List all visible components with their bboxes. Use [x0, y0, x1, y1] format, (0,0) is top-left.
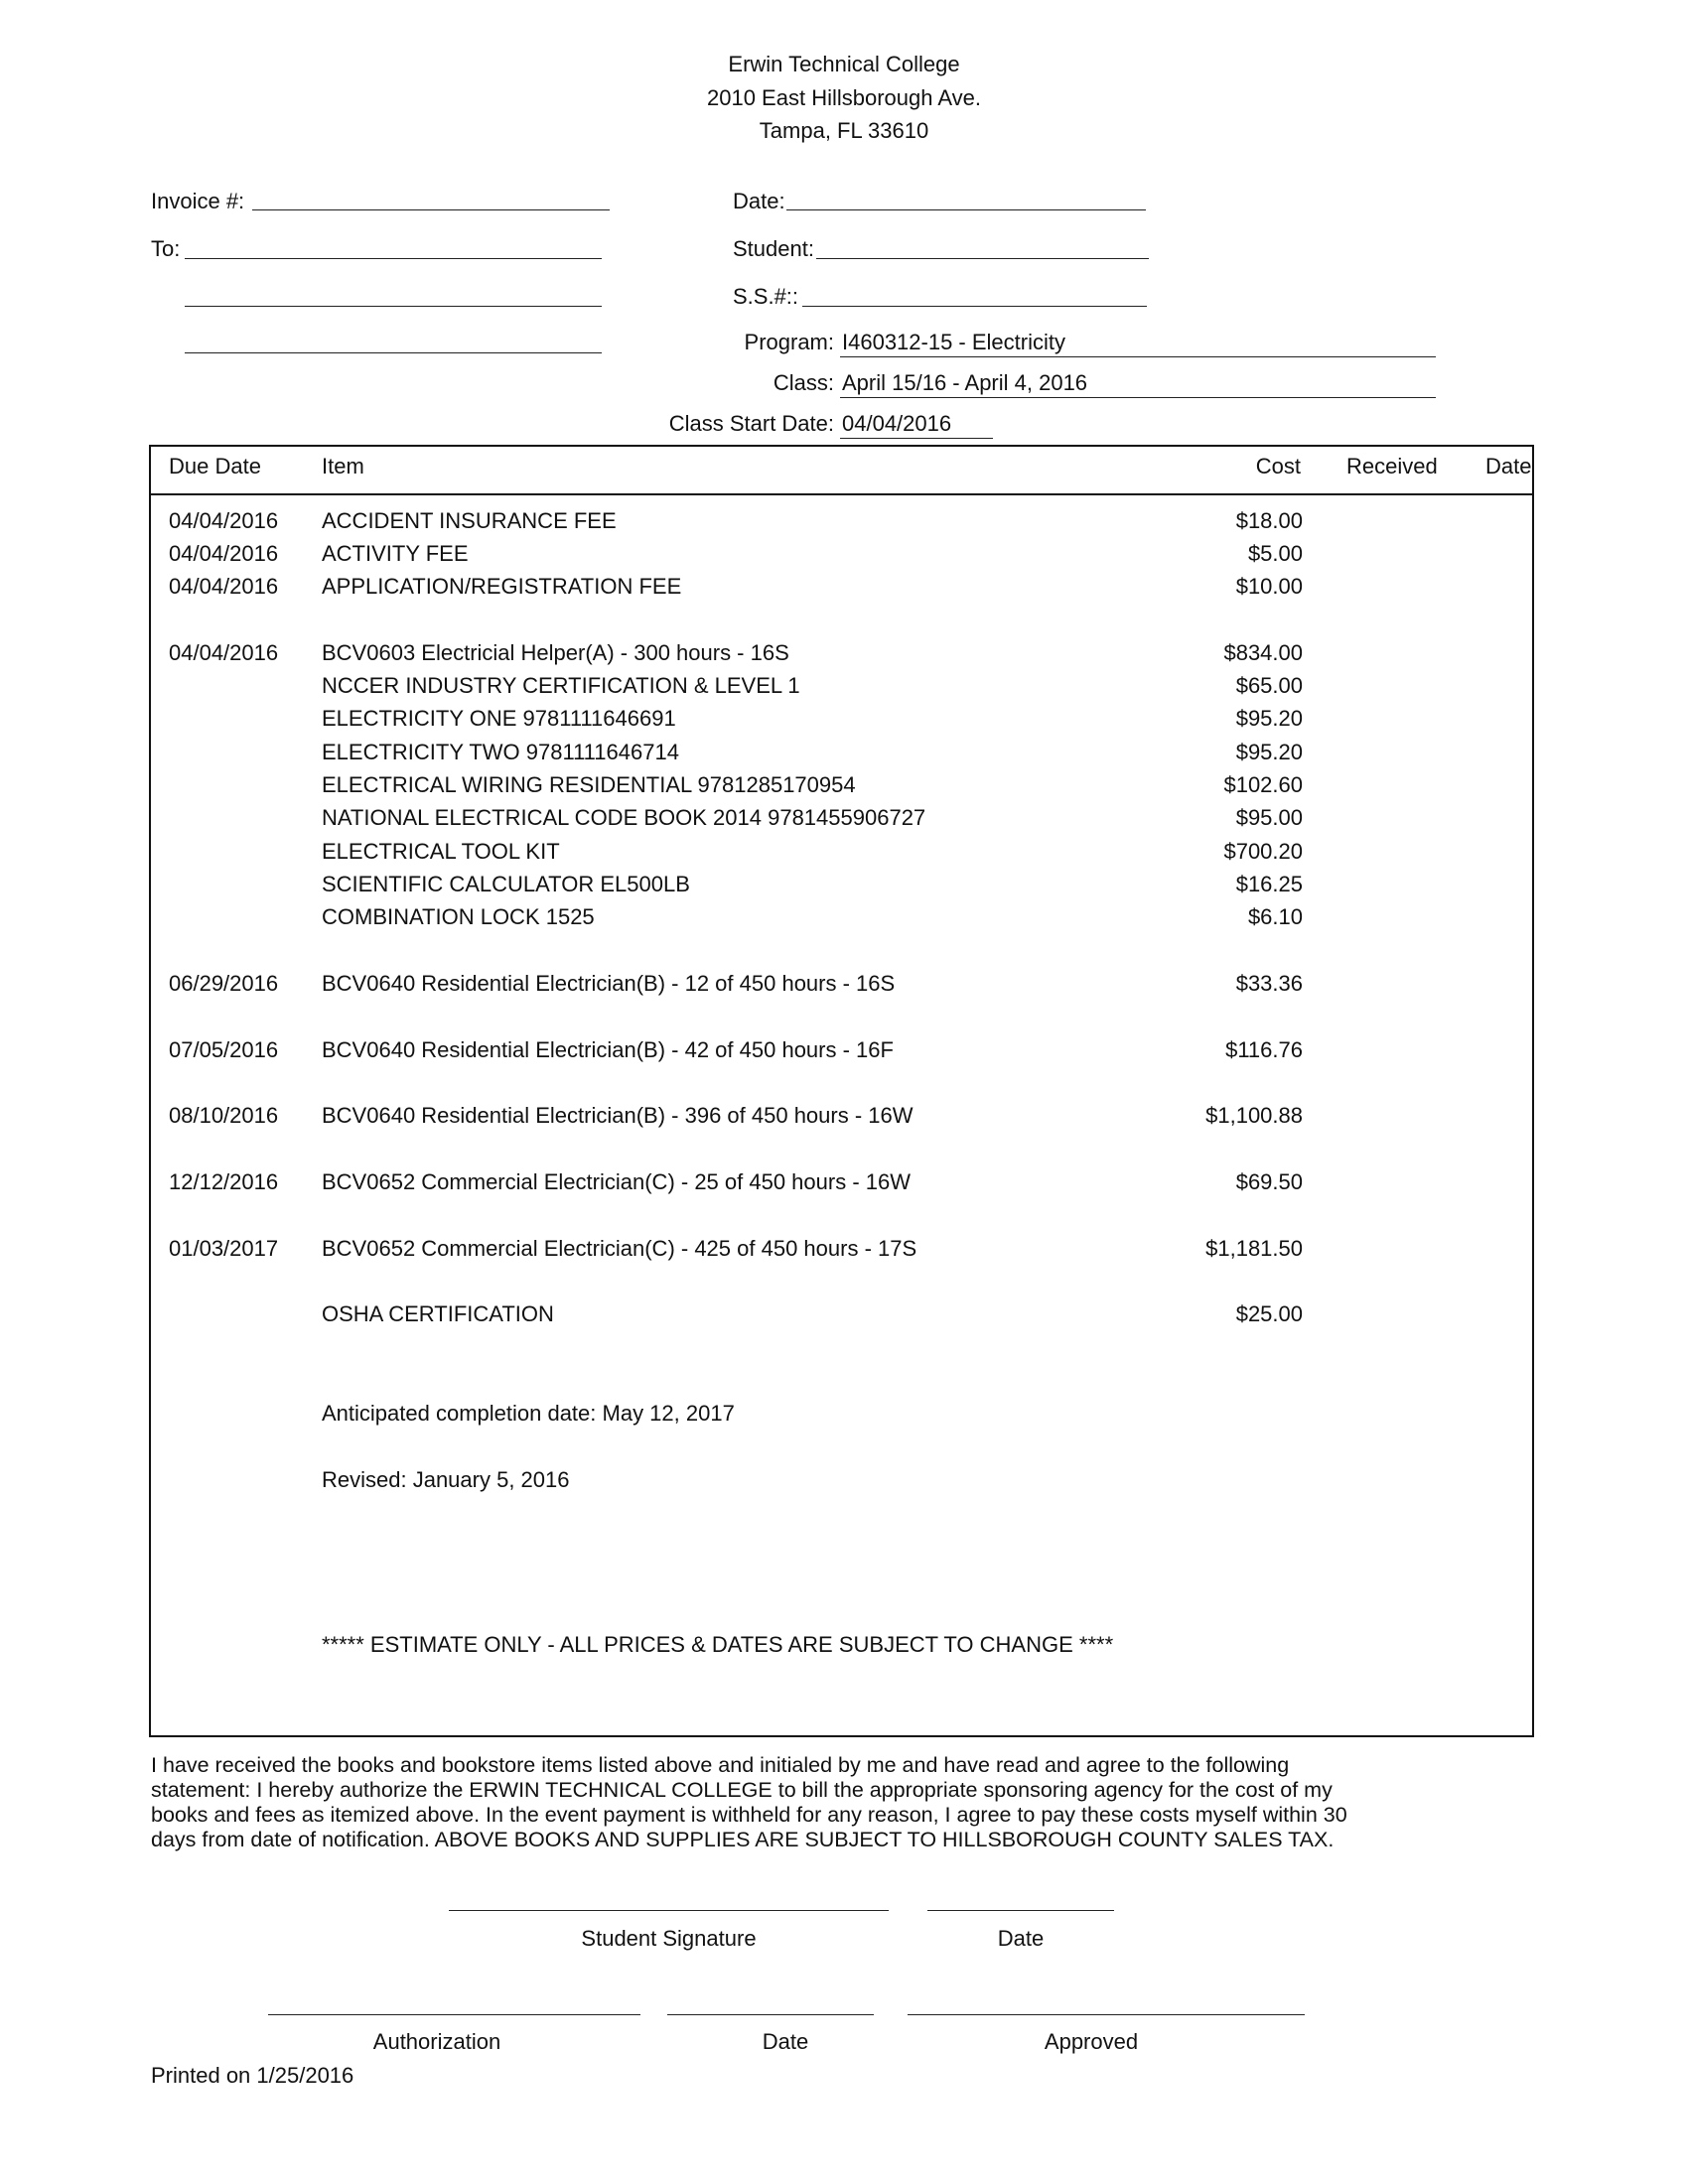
to-field-line3[interactable]	[185, 352, 602, 353]
table-row	[0, 508, 1688, 538]
row-due-date: 06/29/2016	[169, 971, 279, 996]
table-row	[0, 1103, 1688, 1133]
row-item: NATIONAL ELECTRICAL CODE BOOK 2014 9781455906727	[322, 805, 926, 830]
row-item: ELECTRICAL TOOL KIT	[322, 839, 560, 864]
table-row	[0, 839, 1688, 869]
row-due-date: 04/04/2016	[169, 508, 279, 533]
revised-date-note: Revised: January 5, 2016	[322, 1467, 570, 1492]
table-row	[0, 706, 1688, 736]
date-label: Date:	[733, 189, 785, 213]
authorization-date-line[interactable]	[667, 2014, 874, 2015]
table-row	[0, 772, 1688, 802]
row-cost: $102.60	[1223, 772, 1303, 797]
student-date-line[interactable]	[927, 1910, 1114, 1911]
row-cost: $33.36	[1235, 971, 1303, 996]
invoice-field[interactable]	[252, 209, 610, 210]
authorization-label: Authorization	[372, 2029, 501, 2054]
student-signature-line[interactable]	[449, 1910, 889, 1911]
completion-date-note: Anticipated completion date: May 12, 2017	[322, 1401, 735, 1426]
row-cost: $69.50	[1235, 1169, 1303, 1194]
row-cost: $6.10	[1247, 904, 1303, 929]
invoice-table-box	[149, 445, 1534, 1737]
row-item: ACCIDENT INSURANCE FEE	[322, 508, 617, 533]
table-row	[0, 971, 1688, 1001]
program-value: I460312-15 - Electricity	[842, 330, 1065, 354]
authorization-date-label: Date	[762, 2029, 809, 2054]
row-cost: $700.20	[1223, 839, 1303, 864]
row-item: COMBINATION LOCK 1525	[322, 904, 595, 929]
table-row	[0, 1236, 1688, 1266]
authorization-line[interactable]	[268, 2014, 640, 2015]
table-row	[0, 1301, 1688, 1331]
row-item: NCCER INDUSTRY CERTIFICATION & LEVEL 1	[322, 673, 800, 698]
table-row	[0, 574, 1688, 604]
class-start-value: 04/04/2016	[842, 411, 952, 436]
table-row	[0, 673, 1688, 703]
row-due-date: 07/05/2016	[169, 1037, 279, 1062]
authorization-statement: I have received the books and bookstore items listed above and initialed by me and have read and agree to the following statement: I hereby authorize the ERWIN TECHNICAL COLLEGE to bill the appropriate sponsoring agency for the cost of my books and fees as itemized above. In the event payment is withheld for any reason, I agree to pay these costs myself within 30 days from date of notification. ABOVE BOOKS AND SUPPLIES ARE SUBJECT TO HILLSBOROUGH COUNTY SALES TAX.	[151, 1753, 1347, 1851]
row-item: APPLICATION/REGISTRATION FEE	[322, 574, 682, 599]
student-field[interactable]	[816, 258, 1149, 259]
row-item: ELECTRICITY TWO 9781111646714	[322, 740, 679, 764]
row-item: BCV0652 Commercial Electrician(C) - 425 of 450 hours - 17S	[322, 1236, 917, 1261]
class-start-underline	[840, 438, 993, 439]
student-signature-label: Student Signature	[581, 1926, 757, 1951]
printed-date: Printed on 1/25/2016	[151, 2063, 354, 2088]
program-underline	[840, 356, 1436, 357]
student-label: Student:	[733, 236, 814, 261]
row-item: SCIENTIFIC CALCULATOR EL500LB	[322, 872, 690, 896]
invoice-label: Invoice #:	[151, 189, 245, 213]
row-due-date: 08/10/2016	[169, 1103, 279, 1128]
table-header-divider	[149, 493, 1534, 495]
approved-label: Approved	[1044, 2029, 1139, 2054]
table-row	[0, 872, 1688, 901]
header-date: Date	[1485, 454, 1532, 478]
row-cost: $834.00	[1223, 640, 1303, 665]
table-row	[0, 1037, 1688, 1067]
row-due-date: 04/04/2016	[169, 640, 279, 665]
table-row	[0, 1169, 1688, 1199]
row-item: BCV0640 Residential Electrician(B) - 12 of 450 hours - 16S	[322, 971, 896, 996]
approved-line[interactable]	[908, 2014, 1305, 2015]
class-label: Class:	[773, 370, 834, 395]
row-item: BCV0603 Electricial Helper(A) - 300 hours - 16S	[322, 640, 789, 665]
table-row	[0, 904, 1688, 934]
school-address-line1: 2010 East Hillsborough Ave.	[707, 85, 981, 110]
row-item: BCV0640 Residential Electrician(B) - 396 of 450 hours - 16W	[322, 1103, 914, 1128]
row-item: ELECTRICITY ONE 9781111646691	[322, 706, 676, 731]
row-cost: $18.00	[1235, 508, 1303, 533]
table-row	[0, 805, 1688, 835]
row-item: ELECTRICAL WIRING RESIDENTIAL 9781285170954	[322, 772, 856, 797]
row-cost: $65.00	[1235, 673, 1303, 698]
table-row	[0, 640, 1688, 670]
program-label: Program:	[744, 330, 834, 354]
header-due-date: Due Date	[169, 454, 261, 478]
row-cost: $1,181.50	[1205, 1236, 1303, 1261]
row-due-date: 04/04/2016	[169, 574, 279, 599]
student-date-label: Date	[997, 1926, 1045, 1951]
class-underline	[840, 397, 1436, 398]
row-cost: $10.00	[1235, 574, 1303, 599]
to-label: To:	[151, 236, 181, 261]
date-field[interactable]	[786, 209, 1146, 210]
table-row	[0, 541, 1688, 571]
to-field-line1[interactable]	[185, 258, 602, 259]
row-item: OSHA CERTIFICATION	[322, 1301, 554, 1326]
ss-label: S.S.#::	[733, 284, 799, 309]
row-cost: $5.00	[1247, 541, 1303, 566]
header-item: Item	[322, 454, 364, 478]
header-received: Received	[1346, 454, 1438, 478]
table-row	[0, 740, 1688, 769]
estimate-disclaimer: ***** ESTIMATE ONLY - ALL PRICES & DATES ARE SUBJECT TO CHANGE ****	[322, 1632, 1114, 1657]
header-cost: Cost	[1255, 454, 1301, 478]
school-address-line2: Tampa, FL 33610	[759, 118, 929, 143]
ss-field[interactable]	[802, 306, 1147, 307]
school-name: Erwin Technical College	[728, 52, 960, 76]
row-cost: $95.20	[1235, 740, 1303, 764]
to-field-line2[interactable]	[185, 306, 602, 307]
row-cost: $116.76	[1225, 1037, 1303, 1062]
row-due-date: 04/04/2016	[169, 541, 279, 566]
row-cost: $25.00	[1235, 1301, 1303, 1326]
row-due-date: 12/12/2016	[169, 1169, 279, 1194]
row-cost: $95.20	[1235, 706, 1303, 731]
row-cost: $1,100.88	[1205, 1103, 1303, 1128]
row-item: BCV0652 Commercial Electrician(C) - 25 of 450 hours - 16W	[322, 1169, 912, 1194]
row-due-date: 01/03/2017	[169, 1236, 279, 1261]
row-cost: $16.25	[1235, 872, 1303, 896]
row-item: BCV0640 Residential Electrician(B) - 42 of 450 hours - 16F	[322, 1037, 894, 1062]
class-value: April 15/16 - April 4, 2016	[842, 370, 1088, 395]
row-item: ACTIVITY FEE	[322, 541, 469, 566]
class-start-label: Class Start Date:	[668, 411, 834, 436]
row-cost: $95.00	[1235, 805, 1303, 830]
